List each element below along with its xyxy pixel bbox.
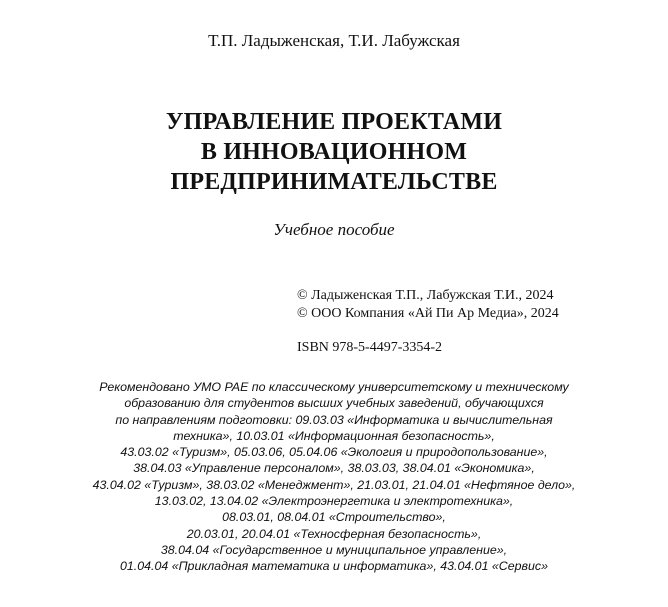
recommendation-line: Рекомендовано УМО РАЕ по классическому университетскому и техническому [99, 380, 569, 394]
copyright-block [297, 287, 667, 323]
subtitle: Учебное пособие [273, 220, 395, 239]
recommendation-block [0, 379, 668, 575]
recommendation-line: 38.04.04 «Государственное и муниципальное управление», [160, 542, 508, 557]
copyright-line: © ООО Компания «Ай Пи Ар Медиа», 2024 [297, 306, 559, 321]
recommendation-line: 01.04.04 «Прикладная математика и информатика», 43.04.01 «Сервис» [120, 559, 548, 574]
isbn: ISBN 978-5-4497-3354-2 [297, 340, 443, 355]
recommendation-line: 43.04.02 «Туризм», 38.03.02 «Менеджмент», 21.03.01, 21.04.01 «Нефтяное дело», [92, 477, 576, 492]
recommendation-line: 08.03.01, 08.04.01 «Строительство», [222, 510, 446, 525]
copyright-line: © Ладыженская Т.П., Лабужская Т.И., 2024 [297, 288, 554, 303]
recommendation-line: образованию для студентов высших учебных заведений, обучающихся [124, 396, 544, 411]
recommendation-line: 13.03.02, 13.04.02 «Электроэнергетика и электротехника», [154, 494, 514, 509]
recommendation-line: по направлениям подготовки: 09.03.03 «Информатика и вычислительная [115, 412, 553, 427]
recommendation-line: 38.04.03 «Управление персоналом», 38.03.03, 38.04.01 «Экономика», [133, 461, 535, 476]
recommendation-line: 20.03.01, 20.04.01 «Техносферная безопасность», [186, 526, 482, 541]
title-line: В ИННОВАЦИОННОМ [200, 139, 468, 165]
recommendation-line: 43.03.02 «Туризм», 05.03.06, 05.04.06 «Экология и природопользование», [120, 445, 548, 460]
authors: Т.П. Ладыженская, Т.И. Лабужская [208, 31, 460, 50]
title-line: ПРЕДПРИНИМАТЕЛЬСТВЕ [170, 169, 498, 195]
recommendation-line: техника», 10.03.01 «Информационная безопасность», [173, 428, 495, 443]
book-title [0, 107, 668, 197]
title-line: УПРАВЛЕНИЕ ПРОЕКТАМИ [165, 109, 503, 135]
